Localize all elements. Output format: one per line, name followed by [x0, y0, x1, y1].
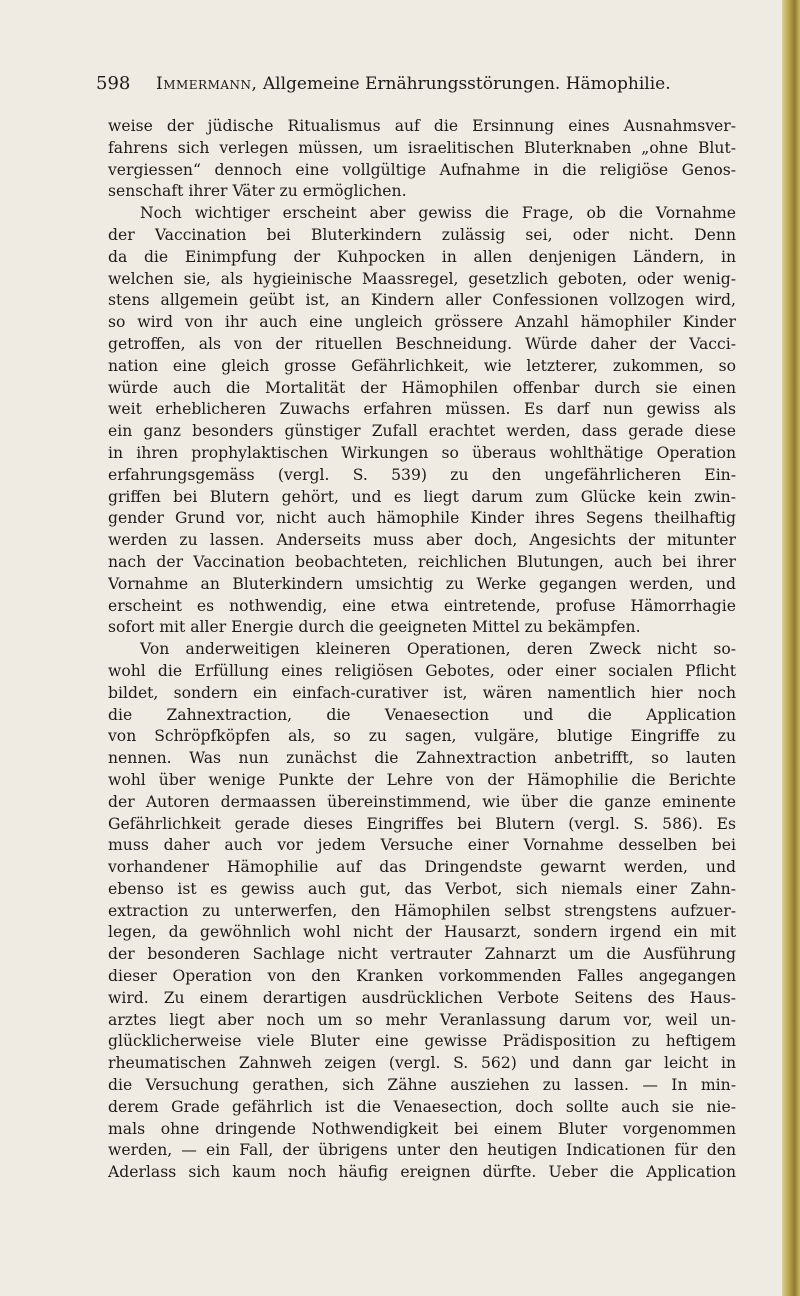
text-line: glücklicherweise viele Bluter eine gewisse Prädisposition zu heftigem: [108, 1032, 736, 1051]
text-line: fahrens sich verlegen müssen, um israelitischen Bluterknaben „ohne Blut-: [108, 138, 736, 157]
text-line: wohl über wenige Punkte der Lehre von der Hämophilie die Berichte: [108, 770, 736, 789]
text-line: Noch wichtiger erscheint aber gewiss die Frage, ob die Vornahme: [140, 204, 736, 223]
text-line: vergiessen“ dennoch eine vollgültige Aufnahme in die religiöse Genos-: [108, 160, 736, 179]
text-line: legen, da gewöhnlich wohl nicht der Hausarzt, sondern irgend ein mit: [108, 923, 736, 942]
text-line: vorhandener Hämophilie auf das Dringendste gewarnt werden, und: [108, 858, 736, 877]
text-line: da die Einimpfung der Kuhpocken in allen denjenigen Ländern, in: [108, 247, 736, 266]
text-line: werden, — ein Fall, der übrigens unter den heutigen Indicationen für den: [108, 1141, 736, 1160]
running-header: [96, 73, 736, 95]
text-line: in ihren prophylaktischen Wirkungen so überaus wohlthätige Operation: [108, 443, 736, 462]
text-line: bildet, sondern ein einfach-curativer ist, wären namentlich hier noch: [108, 683, 736, 702]
text-line: wohl die Erfüllung eines religiösen Gebotes, oder einer socialen Pflicht: [108, 661, 736, 680]
text-line: erscheint es nothwendig, eine etwa eintretende, profuse Hämorrhagie: [108, 596, 736, 615]
text-line: erfahrungsgemäss (vergl. S. 539) zu den ungefährlicheren Ein-: [108, 465, 736, 484]
text-line: ebenso ist es gewiss auch gut, das Verbot, sich niemals einer Zahn-: [108, 879, 736, 898]
text-line: die Zahnextraction, die Venaesection und die Application: [108, 705, 736, 724]
text-line: ein ganz besonders günstiger Zufall erachtet werden, dass gerade diese: [108, 422, 736, 441]
text-line: Von anderweitigen kleineren Operationen, deren Zweck nicht so-: [140, 640, 736, 659]
text-line: weit erheblicheren Zuwachs erfahren müssen. Es darf nun gewiss als: [108, 400, 736, 419]
author-name: Immermann,: [156, 74, 258, 94]
text-line: Gefährlichkeit gerade dieses Eingriffes bei Blutern (vergl. S. 586). Es: [108, 814, 736, 833]
text-line: werden zu lassen. Anderseits muss aber doch, Angesichts der mitunter: [108, 531, 736, 550]
text-line: Aderlass sich kaum noch häufig ereignen dürfte. Ueber die Application: [108, 1163, 736, 1182]
text-line: griffen bei Blutern gehört, und es liegt darum zum Glücke kein zwin-: [108, 487, 736, 506]
page-number: 598: [96, 73, 131, 94]
text-line: getroffen, als von der rituellen Beschneidung. Würde daher der Vacci-: [108, 334, 736, 353]
text-line: der besonderen Sachlage nicht vertrauter Zahnarzt um die Ausführung: [108, 945, 736, 964]
text-line: so wird von ihr auch eine ungleich grössere Anzahl hämophiler Kinder: [108, 313, 736, 332]
text-line: mals ohne dringende Nothwendigkeit bei einem Bluter vorgenommen: [108, 1119, 736, 1138]
text-line: wird. Zu einem derartigen ausdrücklichen Verbote Seitens des Haus-: [108, 988, 736, 1007]
text-line: muss daher auch vor jedem Versuche einer Vornahme desselben bei: [108, 836, 736, 855]
text-line: Vornahme an Bluterkindern umsichtig zu Werke gegangen werden, und: [108, 574, 736, 593]
running-title: [156, 73, 671, 95]
text-line: weise der jüdische Ritualismus auf die Ersinnung eines Ausnahmsver-: [108, 117, 736, 135]
text-line: dieser Operation von den Kranken vorkommenden Falles angegangen: [108, 967, 736, 986]
text-line: nennen. Was nun zunächst die Zahnextraction anbetrifft, so lauten: [108, 749, 736, 768]
text-line: nach der Vaccination beobachteten, reichlichen Blutungen, auch bei ihrer: [108, 552, 736, 571]
chapter-title: Allgemeine Ernährungsstörungen. Hämophilie.: [262, 74, 671, 94]
text-line: extraction zu unterwerfen, den Hämophilen selbst strengstens aufzuer-: [108, 901, 736, 920]
body-text: [108, 116, 736, 1184]
text-line: sofort mit aller Energie durch die geeigneten Mittel zu bekämpfen.: [108, 618, 641, 637]
text-line: senschaft ihrer Väter zu ermöglichen.: [108, 182, 407, 201]
text-line: welchen sie, als hygieinische Maassregel, gesetzlich geboten, oder wenig-: [108, 269, 736, 288]
text-line: nation eine gleich grosse Gefährlichkeit, wie letzterer, zukommen, so: [108, 356, 736, 375]
book-spine-edge: [782, 0, 800, 1296]
text-line: der Vaccination bei Bluterkindern zulässig sei, oder nicht. Denn: [108, 225, 736, 244]
text-line: rheumatischen Zahnweh zeigen (vergl. S. 562) und dann gar leicht in: [108, 1054, 736, 1073]
text-line: von Schröpfköpfen als, so zu sagen, vulgäre, blutige Eingriffe zu: [108, 727, 736, 746]
text-line: der Autoren dermaassen übereinstimmend, wie über die ganze eminente: [108, 792, 736, 811]
text-line: arztes liegt aber noch um so mehr Veranlassung darum vor, weil un-: [108, 1010, 736, 1029]
text-line: derem Grade gefährlich ist die Venaesection, doch sollte auch sie nie-: [108, 1097, 736, 1116]
text-line: stens allgemein geübt ist, an Kindern aller Confessionen vollzogen wird,: [108, 291, 736, 310]
text-line: gender Grund vor, nicht auch hämophile Kinder ihres Segens theilhaftig: [108, 509, 736, 528]
text-line: würde auch die Mortalität der Hämophilen offenbar durch sie einen: [108, 378, 736, 397]
text-line: die Versuchung gerathen, sich Zähne ausziehen zu lassen. — In min-: [108, 1076, 736, 1095]
